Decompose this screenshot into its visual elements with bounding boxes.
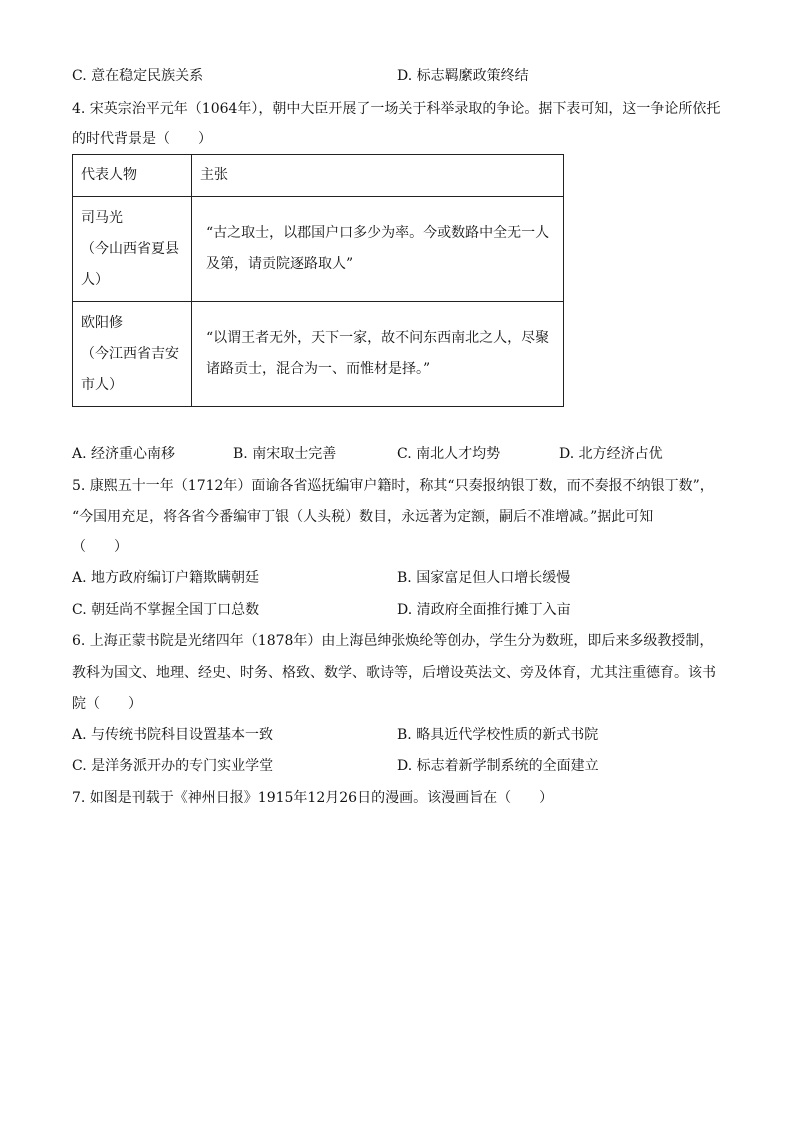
table-cell-claim: “古之取士，以郡国户口多少为率。今或数路中全无一人及第，请贡院逐路取人”: [192, 197, 564, 302]
table-cell-claim: “以谓王者无外，天下一家，故不问东西南北之人，尽聚诸路贡士，混合为一、而惟材是择。”: [192, 302, 564, 407]
q4-option-a: A. 经济重心南移: [72, 446, 176, 462]
q3-option-c: C. 意在稳定民族关系: [72, 68, 204, 84]
table-row: [73, 197, 564, 302]
q4-stem-line-1: 4. 宋英宗治平元年（1064年），朝中大臣开展了一场关于科举录取的争论。据下表可知，这一争论所依托: [72, 101, 721, 117]
q5-option-c: C. 朝廷尚不掌握全国丁口总数: [72, 602, 260, 618]
table-row: [73, 302, 564, 407]
q5-option-a: A. 地方政府编订户籍欺瞒朝廷: [72, 570, 260, 586]
person-name: 司马光: [81, 209, 123, 226]
q4-option-b: B. 南宋取士完善: [233, 446, 337, 462]
q6-option-b: B. 略具近代学校性质的新式书院: [397, 727, 599, 743]
person-origin-end: 人）: [81, 271, 109, 288]
table-cell-person: [73, 197, 192, 302]
q4-option-d: D. 北方经济占优: [559, 446, 663, 462]
q6-option-a: A. 与传统书院科目设置基本一致: [72, 727, 274, 743]
table-cell-person: [73, 302, 192, 407]
q6-stem-line-2: 教科为国文、地理、经史、时务、格致、数学、歌诗等，后增设英法文、旁及体育，尤其注重德育。该书: [72, 665, 716, 681]
q6-stem-line-3: 院（ ）: [72, 696, 142, 712]
q4-stem-line-2: 的时代背景是（ ）: [72, 131, 212, 147]
q3-option-d: D. 标志羁縻政策终结: [397, 68, 529, 84]
person-name: 欧阳修: [81, 314, 123, 331]
person-origin: （今江西省吉安: [81, 345, 179, 362]
q7-stem-line-1: 7. 如图是刊载于《神州日报》1915年12月26日的漫画。该漫画旨在（ ）: [72, 790, 554, 806]
q5-stem-line-3: （ ）: [72, 539, 128, 555]
q4-table: [72, 154, 564, 407]
table-header-person: 代表人物: [73, 155, 192, 197]
q6-stem-line-1: 6. 上海正蒙书院是光绪四年（1878年）由上海邑绅张焕纶等创办，学生分为数班，即后来多级教授制，: [72, 633, 714, 649]
q5-option-d: D. 清政府全面推行摊丁入亩: [397, 602, 571, 618]
table-header-claim: 主张: [192, 155, 564, 197]
person-origin-end: 市人）: [81, 376, 123, 393]
q4-option-c: C. 南北人才均势: [397, 446, 501, 462]
q5-stem-line-1: 5. 康熙五十一年（1712年）面谕各省巡抚编审户籍时，称其“只奏报纳银丁数，而不奏报不纳银丁数”，: [72, 478, 714, 494]
q6-option-c: C. 是洋务派开办的专门实业学堂: [72, 758, 274, 774]
person-origin: （今山西省夏县: [81, 240, 179, 257]
q5-option-b: B. 国家富足但人口增长缓慢: [397, 570, 571, 586]
q5-stem-line-2: “今国用充足，将各省今番编审丁银（人头税）数目，永远著为定额，嗣后不准增减。”据此可知: [72, 509, 654, 525]
q6-option-d: D. 标志着新学制系统的全面建立: [397, 758, 599, 774]
